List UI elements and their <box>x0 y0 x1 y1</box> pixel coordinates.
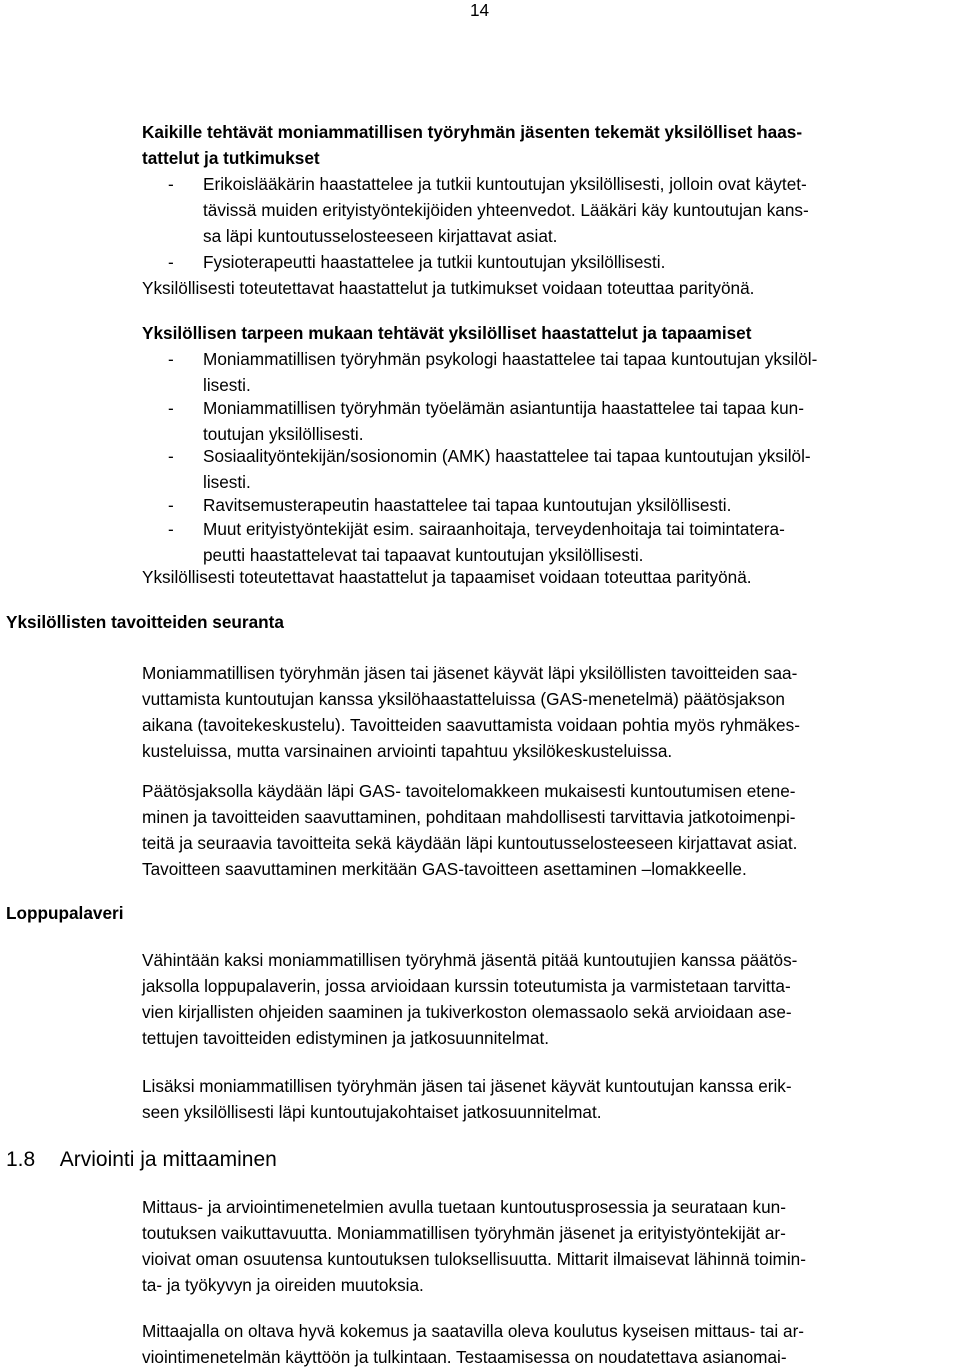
chapter-heading <box>6 1145 277 1175</box>
paragraph: Mittaajalla on oltava hyvä kokemus ja saatavilla oleva koulutus kyseisen mittaus- tai ar- viointimenetelmän käyttöön ja tulkintaan. Testaamisessa on noudatettava asianomai- <box>142 1321 805 1367</box>
paragraph: Lisäksi moniammatillisen työryhmän jäsen tai jäsenet käyvät kuntoutujan kanssa erik- seen yksilöllisesti läpi kuntoutujakohtaiset jatkosuunnitelmat. <box>142 1076 792 1122</box>
list-item-dash: - <box>168 446 174 466</box>
paragraph: Moniammatillisen työryhmän jäsen tai jäsenet käyvät läpi yksilöllisten tavoitteiden saa- vuttamista kuntoutujan kanssa yksilöhaastatteluissa (GAS-menetelmä) päätösjakson aikana (tavoitekeskustelu). Tavoitteiden saavuttamista voidaan pohtia myös ryhmäkes- kusteluissa, mutta varsinainen arviointi tapahtuu yksilökeskusteluissa. <box>142 663 800 761</box>
list-item-dash: - <box>168 174 174 194</box>
list-item-dash: - <box>168 398 174 418</box>
paragraph: Päätösjaksolla käydään läpi GAS- tavoitelomakkeen mukaisesti kuntoutumisen etene- minen ja tavoitteiden saavuttaminen, pohditaan mahdollisesti tarvittavia jatkotoimenpi- teitä ja seuraavia tavoitteita sekä käydään läpi kuntoutusselosteeseen kirjattavat asiat. Tavoitteen saavuttaminen merkitään GAS-tavoitteen asettaminen –lomakkeelle. <box>142 781 798 879</box>
list-item-dash: - <box>168 495 174 515</box>
list-item: Sosiaalityöntekijän/sosionomin (AMK) haastattelee tai tapaa kuntoutujan yksilöl- lisesti. <box>203 446 811 492</box>
list-item: Moniammatillisen työryhmän työelämän asiantuntija haastattelee tai tapaa kun- toutujan yksilöllisesti. <box>203 398 804 444</box>
section-closing: Yksilöllisesti toteutettavat haastattelut ja tutkimukset voidaan toteuttaa parityönä. <box>142 278 755 298</box>
section-heading: Yksilöllisen tarpeen mukaan tehtävät yksilölliset haastattelut ja tapaamiset <box>142 323 752 343</box>
chapter-number: 1.8 <box>6 1148 36 1171</box>
chapter-title: Arviointi ja mittaaminen <box>59 1148 277 1171</box>
list-item-dash: - <box>168 349 174 369</box>
section-heading: Loppupalaveri <box>6 903 124 923</box>
section-closing: Yksilöllisesti toteutettavat haastattelut ja tapaamiset voidaan toteuttaa parityönä. <box>142 567 752 587</box>
list-item-dash: - <box>168 519 174 539</box>
list-item: Erikoislääkärin haastattelee ja tutkii kuntoutujan yksilöllisesti, jolloin ovat käytet- tävissä muiden erityistyöntekijöiden yhteenvedot. Lääkäri käy kuntoutujan kans- sa läpi kuntoutusselosteeseen kirjattavat asiat. <box>203 174 809 246</box>
list-item: Muut erityistyöntekijät esim. sairaanhoitaja, terveydenhoitaja tai toimintatera- peutti haastattelevat tai tapaavat kuntoutujan yksilöllisesti. <box>203 519 785 565</box>
section-heading: Kaikille tehtävät moniammatillisen työryhmän jäsenten tekemät yksilölliset haas- tattelut ja tutkimukset <box>142 122 803 168</box>
list-item: Fysioterapeutti haastattelee ja tutkii kuntoutujan yksilöllisesti. <box>203 252 666 272</box>
section-heading: Yksilöllisten tavoitteiden seuranta <box>6 612 284 632</box>
list-item-dash: - <box>168 252 174 272</box>
paragraph: Mittaus- ja arviointimenetelmien avulla tuetaan kuntoutusprosessia ja seurataan kun- toutuksen vaikuttavuutta. Moniammatillisen työryhmän jäsenet ja erityistyöntekijät ar- vioivat oman osuutensa kuntoutuksen tuloksellisuutta. Mittarit ilmaisevat lähinnä toimin- ta- ja työkyvyn ja oireiden muutoksia. <box>142 1197 806 1295</box>
list-item: Ravitsemusterapeutin haastattelee tai tapaa kuntoutujan yksilöllisesti. <box>203 495 732 515</box>
list-item: Moniammatillisen työryhmän psykologi haastattelee tai tapaa kuntoutujan yksilöl- lisesti. <box>203 349 818 395</box>
page-number: 14 <box>470 0 490 20</box>
paragraph: Vähintään kaksi moniammatillisen työryhmä jäsentä pitää kuntoutujien kanssa päätös- jaksolla loppupalaverin, jossa arvioidaan kurssin toteutumista ja varmistetaan tarvitta- vien kirjallisten ohjeiden saaminen ja tukiverkoston olemassaolo sekä arvioidaan ase- tettujen tavoitteiden edistyminen ja jatkosuunnitelmat. <box>142 950 798 1048</box>
